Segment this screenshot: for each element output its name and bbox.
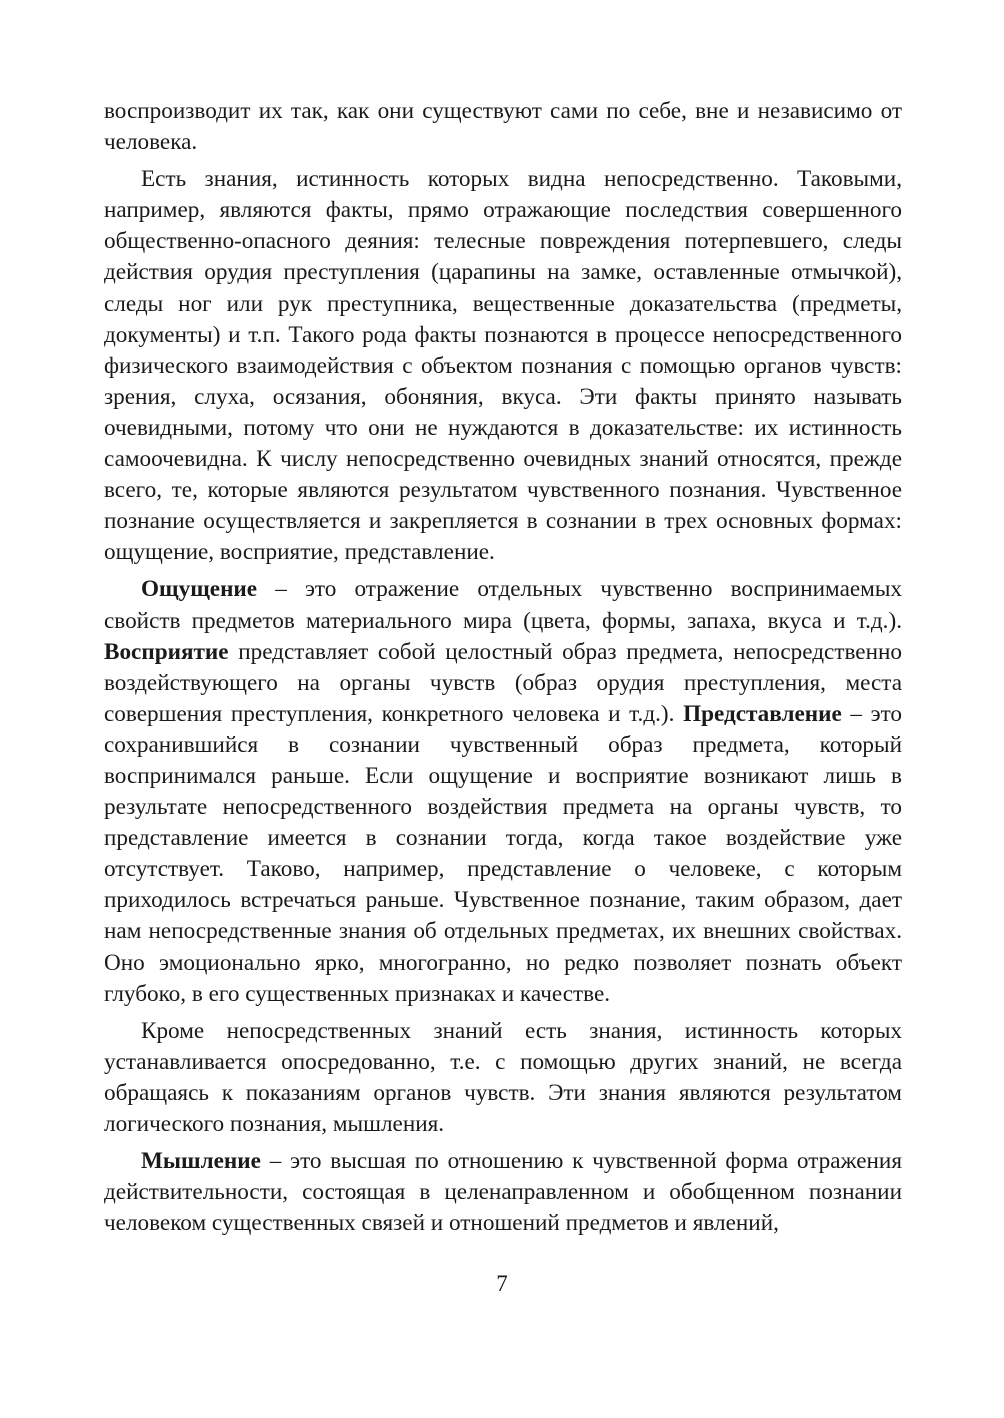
term-bold: Представление: [683, 700, 842, 727]
text-run: – это отражение отдельных чувственно воспринимаемых свойств предметов материального мира (цвета, формы, запаха, вкуса и т.д.).: [104, 576, 902, 634]
term-bold: Ощущение: [141, 576, 258, 603]
term-bold: Восприятие: [104, 638, 229, 665]
page-number: 7: [496, 1271, 508, 1296]
paragraph: [104, 574, 902, 1009]
paragraph: [104, 164, 902, 568]
term-bold: Мышление: [141, 1148, 261, 1175]
body-text: [104, 96, 902, 1245]
text-run: представляет собой целостный образ предмета, непосредственно воздействующего на органы чувств (образ орудия преступления, места совершения преступления, конкретного человека и т.д.).: [104, 638, 902, 727]
text-run: воспроизводит их так, как они существуют сами по себе, вне и независимо от человека.: [104, 98, 902, 156]
text-run: – это высшая по отношению к чувственной форма отражения действительности, состоящая в целенаправленном и обобщенном познании человеком существенных связей и отношений предметов и явлений,: [104, 1148, 902, 1237]
text-run: Есть знания, истинность которых видна непосредственно. Таковыми, например, являются факты, прямо отражающие последствия совершенного общественно-опасного деяния: телесные повреждения потерпевшего, следы действия орудия преступления (царапины на замке, оставленные отмычкой), следы ног или рук преступника, вещественные доказательства (предметы, документы) и т.п. Такого рода факты познаются в процессе непосредственного физического взаимодействия с объектом познания с помощью органов чувств: зрения, слуха, осязания, обоняния, вкуса. Эти факты принято называть очевидными, потому что они не нуждаются в доказательстве: их истинность самоочевидна. К числу непосредственно очевидных знаний относятся, прежде всего, те, которые являются результатом чувственного познания. Чувственное познание осуществляется и закрепляется в сознании в трех основных формах: ощущение, восприятие, представление.: [104, 166, 902, 566]
text-run: – это сохранившийся в сознании чувственный образ предмета, который воспринимался раньше. Если ощущение и восприятие возникают лишь в результате непосредственного воздействия предмета на органы чувств, то представление имеется в сознании тогда, когда такое воздействие уже отсутствует. Таково, например, представление о человеке, с которым приходилось встречаться раньше. Чувственное познание, таким образом, дает нам непосредственные знания об отдельных предметах, их внешних свойствах. Оно эмоционально ярко, многогранно, но редко позволяет познать объект глубоко, в его существенных признаках и качестве.: [104, 700, 903, 1007]
paragraph: [104, 96, 902, 158]
text-run: Кроме непосредственных знаний есть знания, истинность которых устанавливается опосредованно, т.е. с помощью других знаний, не всегда обращаясь к показаниям органов чувств. Эти знания являются результатом логического познания, мышления.: [104, 1017, 902, 1137]
paragraph: [104, 1016, 902, 1140]
paragraph: [104, 1146, 902, 1239]
